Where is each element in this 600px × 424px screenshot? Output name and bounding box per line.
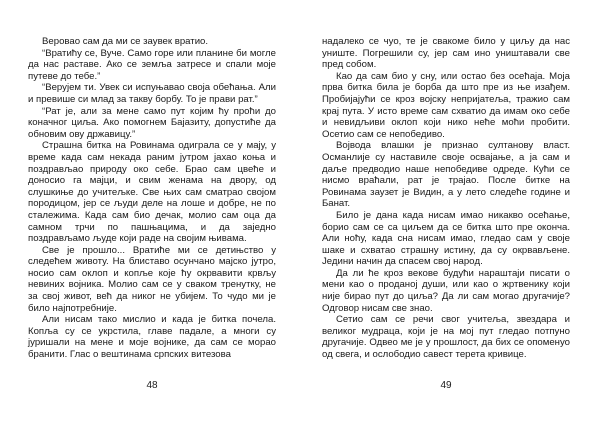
left-paragraph: Веровао сам да ми се заувек вратио. <box>42 36 209 47</box>
left-paragraph: Све је прошло... Вратиће ми се детињство у следећем животу. На блиставо осунчано мајско јутро, носио сам оклоп и копље које ћу окрвавити крвљу невиних војника. Молио сам се у сваком тренутку, не за свој живот, већ да никог не убијем. То чудо ми је било најпотребније. <box>28 244 276 314</box>
right-paragraph: надалеко се чуо, те је свакоме било у циљу да нас униште. Погрешили су, јер сам ино уништавали све пред собом. <box>322 36 570 71</box>
left-page-text <box>28 36 276 361</box>
right-paragraph: Као да сам био у сну, или остао без осећаја. Моја прва битка била је борба да што пре из ње изађем. Пробијајући се кроз војску непријатеља, тражио сам крај пута. У исто време сам схватио да имам око себе и невидљиви оклоп који нико нећe моћи пробити. Осетио сам се непобедиво. <box>322 70 570 140</box>
right-paragraph: Да ли ће кроз векове будући нараштаји писати о мени као о проданој души, или као о жртвенику који није бирао пут до циља? Да ли сам могао другачије? Одговор нисам све знао. <box>322 267 570 314</box>
right-paragraph: Војвода влашки је признао султанову власт. Османлије су наставиле своје освајање, а ја сам и даље предводио наше непобедиве одреде. Кући се нисмо враћали, рат је трајао. После битке на Ровинама заузет је Видин, а у лето следеће године и Банат. <box>322 140 570 210</box>
right-page-text <box>322 36 570 361</box>
left-paragraph: Али нисам тако мислио и када је битка почела. Копља су се укрстила, главе падале, а многи су јуришали на мене и моје војнике, да сам се морао бранити. Глас о вештинама српских витезова <box>28 314 276 361</box>
right-paragraph: Сетио сам се речи свог учитеља, звездара и великог мудраца, који је на мој пут гледао потпуно другачије. Одвео ме је у прошлост, да бих се опоменуо од свега, и ослободио савест терета кривице. <box>322 314 570 361</box>
left-paragraph: “Рат је, али за мене само пут којим ћу проћи до коначног циља. Ако помогнем Бајазиту, допустиће да обновим ову државицу.” <box>28 105 276 140</box>
left-paragraph: “Верујем ти. Увек си испуњавао своја обећања. Али и превише си млад за такву борбу. То је прави рат.” <box>28 82 276 105</box>
page-number-left: 48 <box>146 380 158 391</box>
left-paragraph: Страшна битка на Ровинама одиграла се у мају, у време када сам некада раним јутром јахао коња и поздрављао природу око себе. Брао сам цвеће и доносио га мајци, и свим женама на двору, од слушкиње до учитељке. Све њих сам сматрао својом породицом, јер се људи деле на лоше и добре, не по сталежима. Када сам био дечак, молио сам оца да самном трчи по пашњацима, и да заједно поздрављамо људе који раде на својим њивама. <box>28 140 276 245</box>
page-number-right: 49 <box>440 380 452 391</box>
left-paragraph: “Вратићу се, Вуче. Само горе или планине би могле да нас раставе. Ако се земља затресе и спали моје путеве до тебе.” <box>28 47 276 82</box>
right-paragraph: Било је дана када нисам имао никакво осећање, борио сам се са циљем да се битка што пре оконча. Али ноћу, када сна нисам имао, гледао сам у своје шаке и схватао страшну истину, да су окрвављене. Једини начин да спасем свој нарoд. <box>322 209 570 268</box>
